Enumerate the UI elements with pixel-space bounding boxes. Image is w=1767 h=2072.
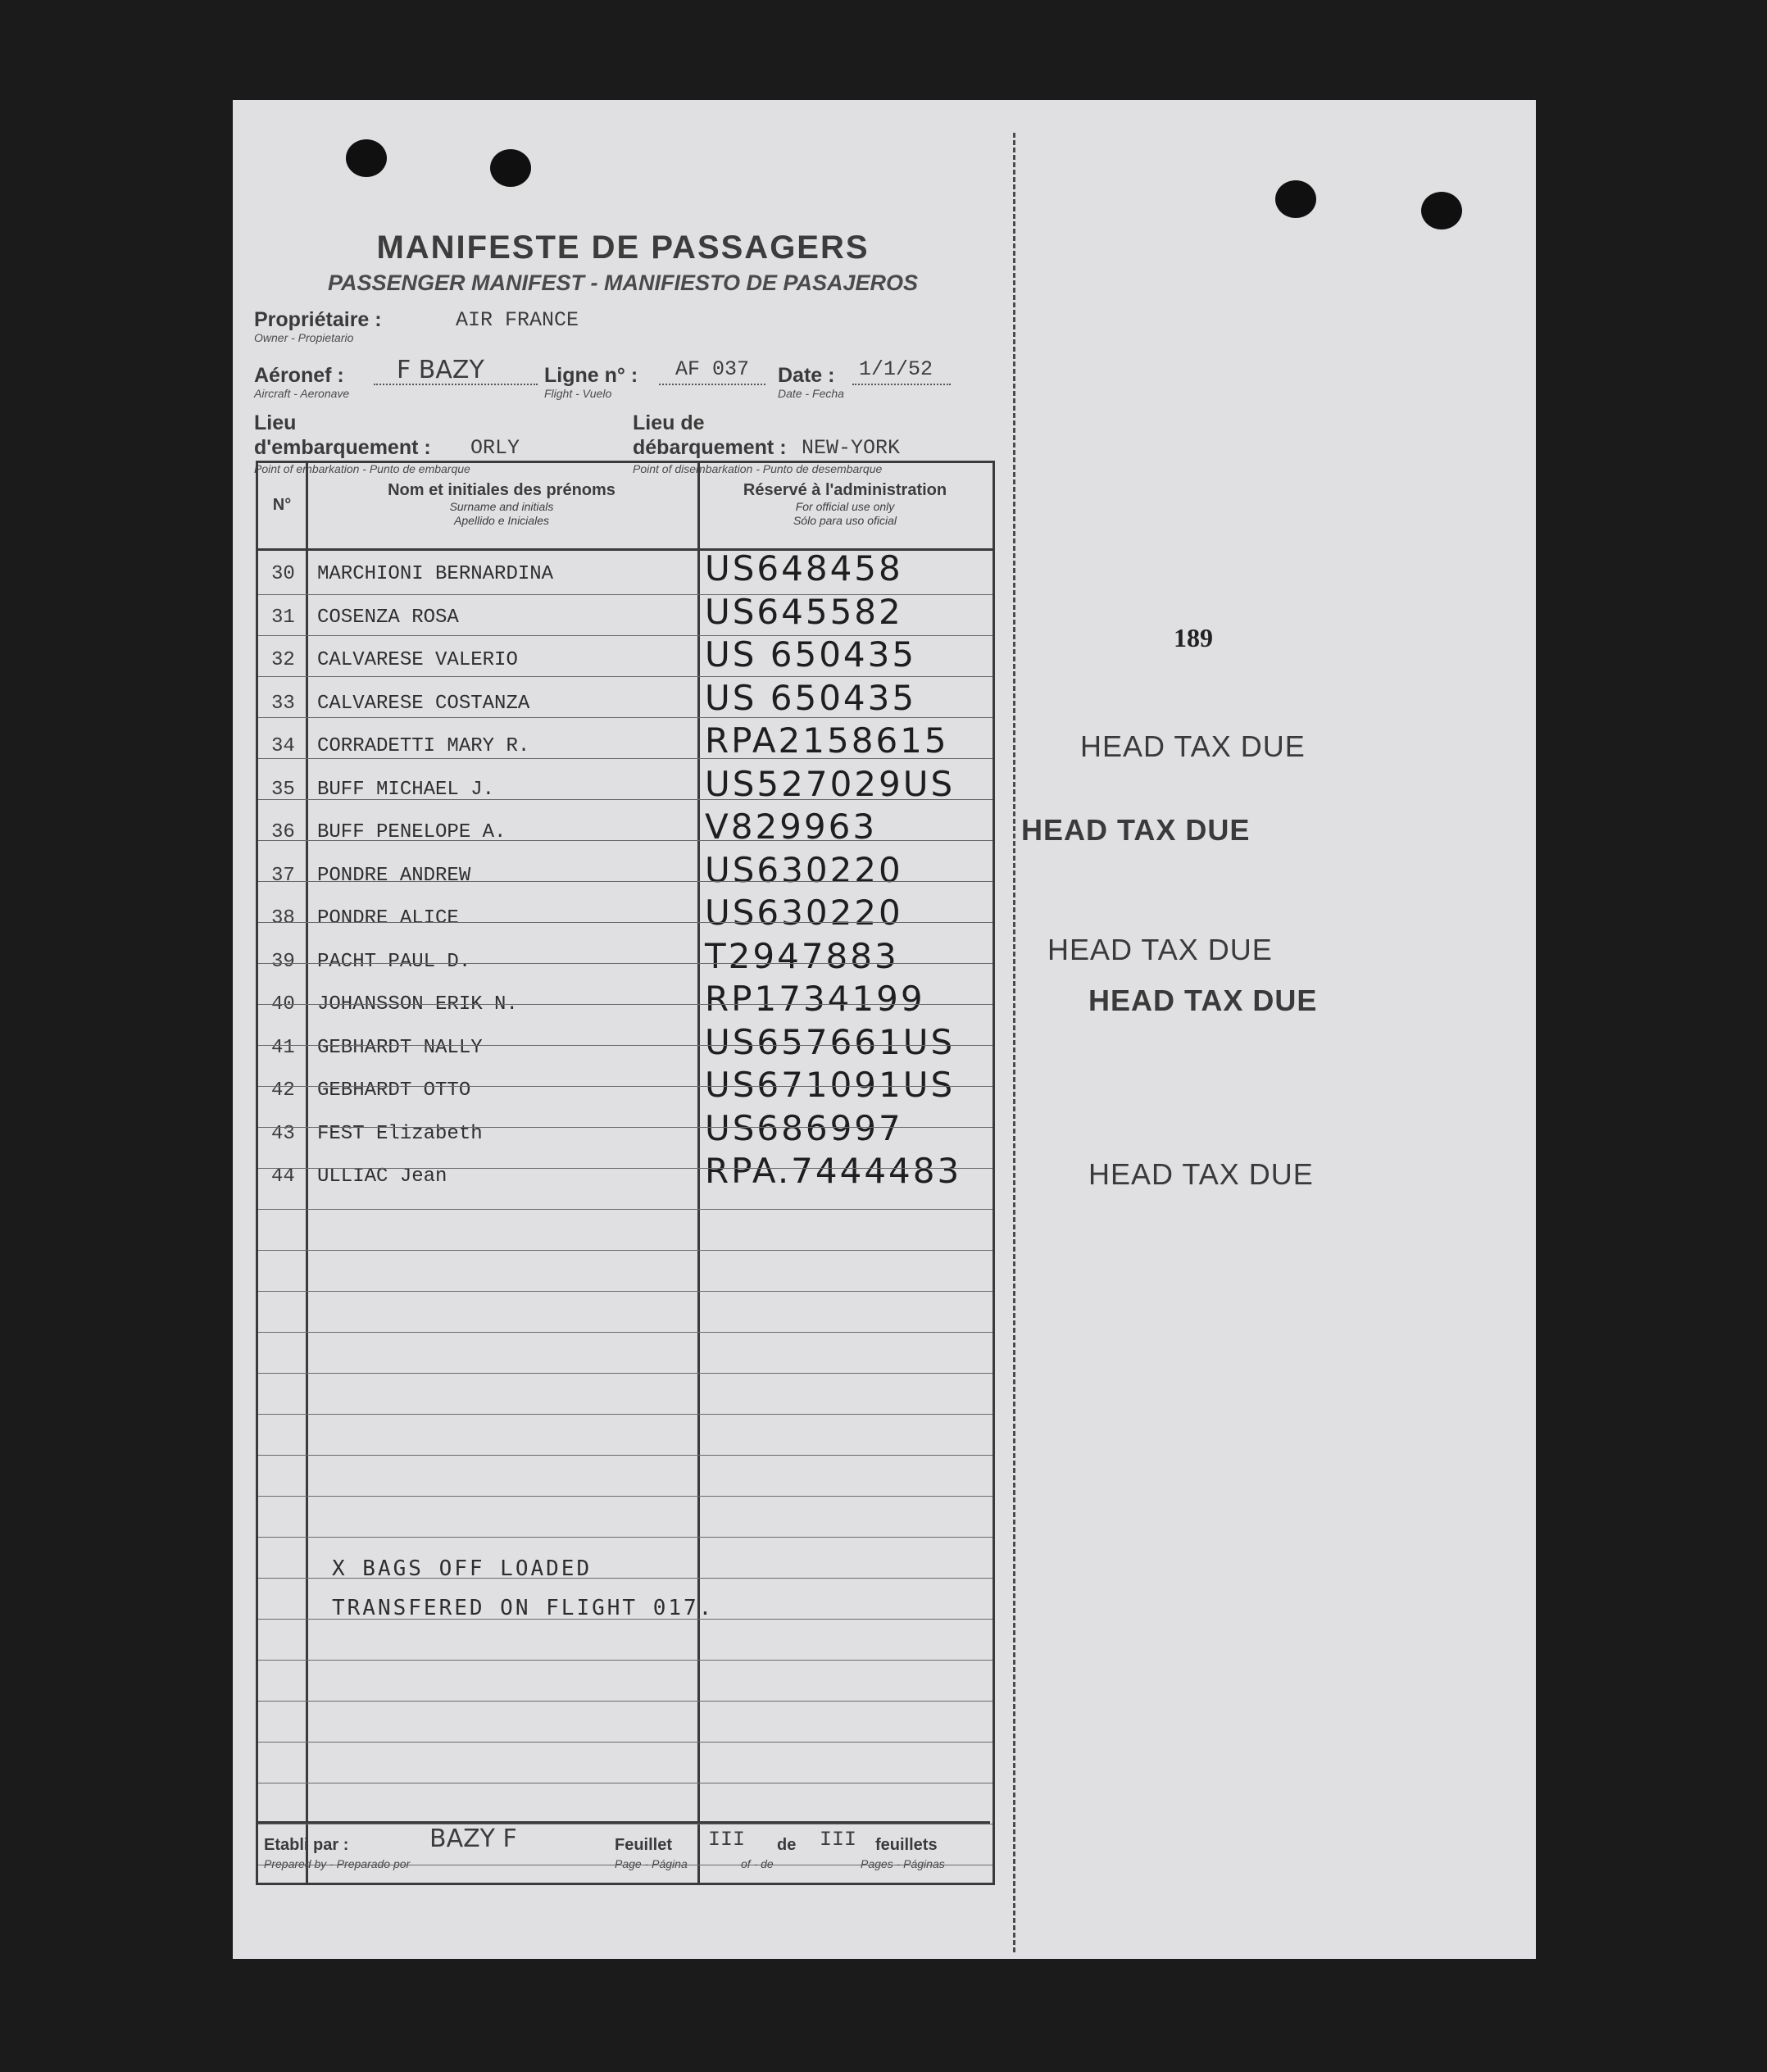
ruled-line: [258, 1250, 993, 1251]
row-number: 32: [271, 649, 295, 671]
form-subtitle: PASSENGER MANIFEST - MANIFIESTO DE PASAJEROS: [327, 270, 919, 295]
form-title: MANIFESTE DE PASSAGERS: [376, 229, 870, 266]
official-entry: US648458: [705, 548, 903, 588]
official-entry: US 650435: [705, 677, 917, 718]
date-value: 1/1/52: [859, 357, 933, 381]
ruled-line: [258, 922, 993, 923]
col-name-header: Nom et initiales des prénoms Surname and initials Apellido e Iniciales: [388, 481, 615, 527]
passenger-name: GEBHARDT NALLY: [317, 1036, 483, 1059]
ruled-line: [258, 676, 993, 677]
punch-hole-3: [1275, 180, 1316, 218]
row-number: 38: [271, 907, 295, 929]
prepared-value: BAZY F: [429, 1824, 517, 1853]
head-tax-stamp-3: HEAD TAX DUE: [1047, 933, 1273, 966]
flight-value: AF 037: [675, 357, 750, 381]
sheet-value: III: [708, 1828, 746, 1852]
disembark-value: NEW-YORK: [802, 436, 901, 460]
page-sub: Page - Página: [615, 1857, 688, 1870]
official-entry: RPA.7444483: [705, 1151, 962, 1191]
passenger-name: BUFF MICHAEL J.: [317, 778, 495, 801]
owner-label: Propriétaire :: [254, 308, 382, 331]
official-entry: US671091US: [705, 1065, 956, 1105]
passenger-name: PACHT PAUL D.: [317, 950, 471, 973]
ruled-line: [258, 1660, 993, 1661]
prepared-label: Etabli par :: [264, 1836, 349, 1854]
official-entry: US630220: [705, 893, 903, 933]
note-line-2: TRANSFERED ON FLIGHT 017.: [332, 1596, 715, 1620]
of-label: de: [777, 1836, 797, 1854]
disembark-label-1: Lieu de: [633, 411, 705, 434]
date-sub: Date - Fecha: [778, 387, 844, 400]
passenger-name: ULLIAC Jean: [317, 1166, 447, 1188]
ruled-line: [258, 1291, 993, 1292]
sheets-label: feuillets: [875, 1836, 938, 1854]
ruled-line: [258, 1209, 993, 1210]
official-entry: US527029US: [705, 763, 956, 804]
ruled-line: [258, 1701, 993, 1702]
embark-label-1: Lieu: [254, 411, 297, 434]
passenger-name: GEBHARDT OTTO: [317, 1079, 471, 1102]
ruled-line: [258, 1168, 993, 1169]
ruled-line: [258, 1045, 993, 1046]
page-number-stamp: 189: [1174, 623, 1213, 652]
disembark-label-2: débarquement :: [633, 436, 787, 459]
ruled-line: [258, 1537, 993, 1538]
official-entry: RPA2158615: [705, 720, 949, 761]
row-number: 40: [271, 993, 295, 1016]
official-entry: US686997: [705, 1107, 903, 1148]
ruled-line: [258, 1742, 993, 1743]
ruled-line: [258, 594, 993, 595]
passenger-name: CALVARESE COSTANZA: [317, 692, 530, 715]
official-entry: US630220: [705, 849, 903, 890]
passenger-name: CORRADETTI MARY R.: [317, 735, 530, 757]
ruled-line: [258, 1332, 993, 1333]
ruled-line: [258, 840, 993, 841]
row-number: 42: [271, 1079, 295, 1102]
ruled-line: [258, 1086, 993, 1087]
punch-hole-4: [1421, 192, 1462, 229]
row-number: 33: [271, 692, 295, 715]
ruled-line: [258, 717, 993, 718]
embark-value: ORLY: [470, 436, 520, 460]
row-number: 34: [271, 735, 295, 757]
date-label: Date :: [778, 364, 835, 387]
head-tax-stamp-1: HEAD TAX DUE: [1080, 729, 1306, 763]
disembark-sub: Point of disembarkation - Punto de desembarque: [633, 462, 883, 475]
official-entry: US 650435: [705, 634, 917, 675]
official-entry: V829963: [705, 807, 878, 847]
passenger-name: JOHANSSON ERIK N.: [317, 993, 518, 1016]
ruled-line: [258, 963, 993, 964]
head-tax-stamp-4: HEAD TAX DUE: [1088, 984, 1318, 1017]
note-line-1: X BAGS OFF LOADED: [332, 1556, 593, 1581]
ruled-line: [258, 1127, 993, 1128]
passenger-name: COSENZA ROSA: [317, 606, 459, 629]
aircraft-value: F BAZY: [397, 356, 484, 384]
ruled-line: [258, 1496, 993, 1497]
col-admin-header: Réservé à l'administration For official use only Sólo para uso oficial: [743, 481, 947, 527]
aircraft-sub: Aircraft - Aeronave: [254, 387, 350, 400]
passenger-name: MARCHIONI BERNARDINA: [317, 563, 554, 585]
passenger-name: PONDRE ANDREW: [317, 864, 471, 887]
passenger-name: BUFF PENELOPE A.: [317, 821, 506, 843]
passenger-table: [256, 461, 995, 1885]
row-number: 31: [271, 606, 295, 629]
row-number: 44: [271, 1166, 295, 1188]
ruled-line: [258, 635, 993, 636]
embark-label-2: d'embarquement :: [254, 436, 431, 459]
ruled-line: [258, 1004, 993, 1005]
ruled-line: [258, 1455, 993, 1456]
row-number: 37: [271, 864, 295, 887]
passenger-name: FEST Elizabeth: [317, 1122, 483, 1145]
ruled-line: [258, 1414, 993, 1415]
row-number: 39: [271, 950, 295, 973]
row-number: 43: [271, 1122, 295, 1145]
passenger-name: CALVARESE VALERIO: [317, 649, 518, 671]
official-entry: US657661US: [705, 1021, 956, 1062]
official-entry: US645582: [705, 591, 903, 632]
passenger-name: PONDRE ALICE: [317, 907, 459, 929]
row-number: 35: [271, 778, 295, 801]
sheet-label: Feuillet: [615, 1836, 673, 1854]
prepared-sub: Prepared by - Preparado por: [264, 1857, 411, 1870]
ruled-line: [258, 881, 993, 882]
row-number: 30: [271, 563, 295, 585]
flight-label: Ligne n° :: [544, 364, 638, 387]
aircraft-label: Aéronef :: [254, 364, 344, 387]
total-value: III: [820, 1828, 857, 1852]
official-entry: T2947883: [705, 935, 899, 976]
manifest-sheet: [233, 100, 1536, 1959]
of-sub: of - de: [741, 1857, 774, 1870]
embark-sub: Point of embarkation - Punto de embarque: [254, 462, 470, 475]
owner-value: AIR FRANCE: [456, 308, 579, 332]
official-entry: RP1734199: [705, 979, 925, 1019]
ruled-line: [258, 758, 993, 759]
ruled-line: [258, 1373, 993, 1374]
head-tax-stamp-2: HEAD TAX DUE: [1021, 813, 1251, 847]
pages-sub: Pages - Páginas: [861, 1857, 945, 1870]
col-no-header: N°: [272, 496, 292, 514]
flight-sub: Flight - Vuelo: [544, 387, 612, 400]
row-number: 36: [271, 821, 295, 843]
ruled-line: [258, 799, 993, 800]
head-tax-stamp-5: HEAD TAX DUE: [1088, 1157, 1314, 1191]
owner-sub: Owner - Propietario: [254, 331, 354, 344]
row-number: 41: [271, 1036, 295, 1059]
